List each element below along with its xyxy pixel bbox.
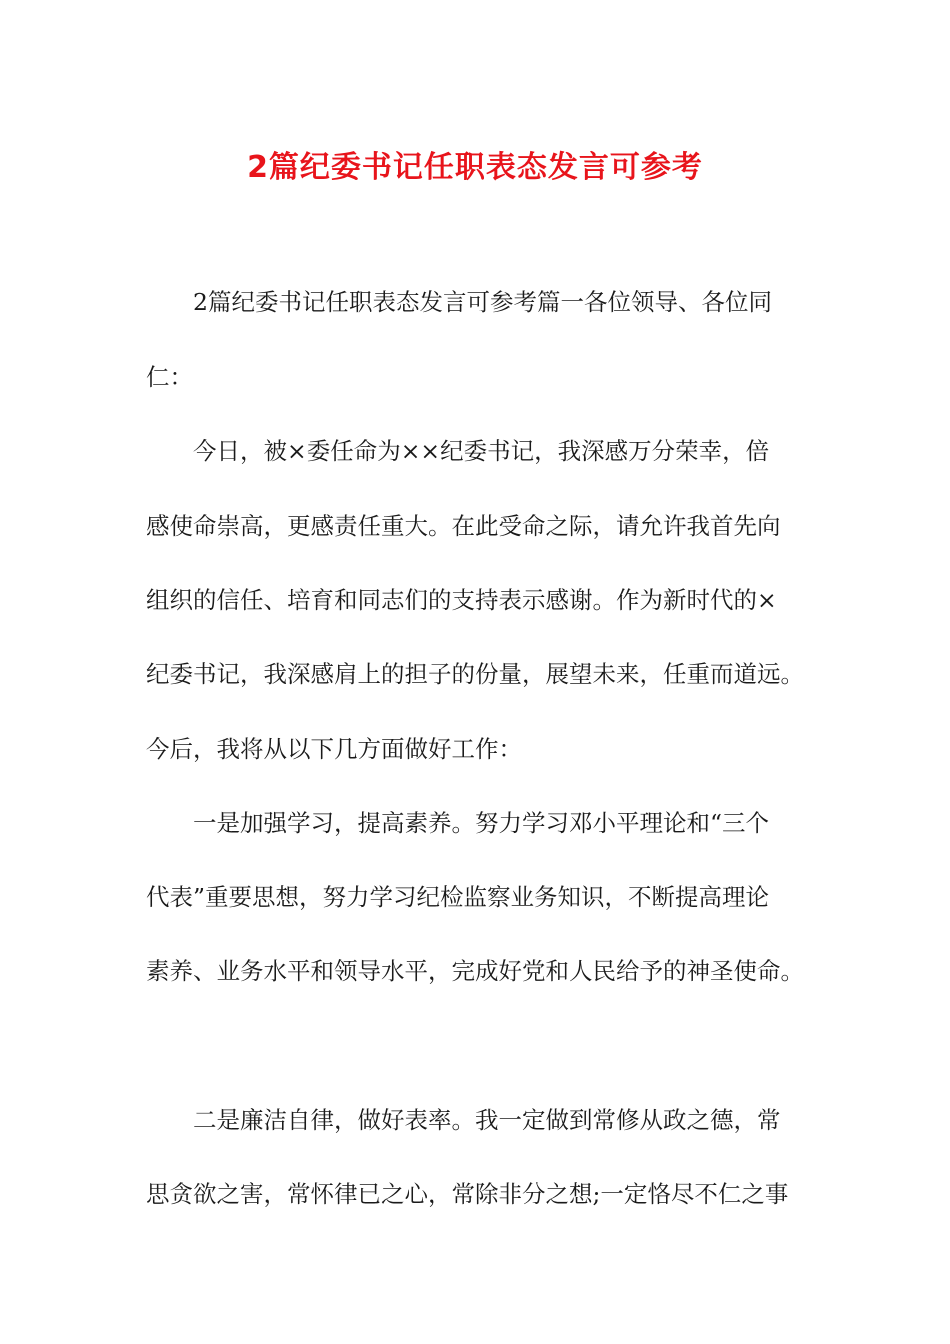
body-line: 感使命崇高，更感责任重大。在此受命之际，请允许我首先向: [146, 512, 781, 540]
body-line: 纪委书记，我深感肩上的担子的份量，展望未来，任重而道远。: [146, 660, 804, 688]
body-line: 组织的信任、培育和同志们的支持表示感谢。作为新时代的×: [146, 586, 777, 614]
body-line: 仁：: [146, 363, 193, 391]
body-line: 一是加强学习，提高素养。努力学习邓小平理论和“三个: [193, 809, 770, 837]
body-line: 素养、业务水平和领导水平，完成好党和人民给予的神圣使命。: [146, 957, 804, 985]
body-line: 思贪欲之害，常怀律已之心，常除非分之想;一定恪尽不仁之事: [146, 1180, 789, 1208]
body-line: 2篇纪委书记任职表态发言可参考篇一各位领导、各位同: [193, 288, 772, 316]
body-line: 代表”重要思想，努力学习纪检监察业务知识，不断提高理论: [146, 883, 770, 911]
body-line: 今后，我将从以下几方面做好工作：: [146, 735, 522, 763]
body-line: 二是廉洁自律，做好表率。我一定做到常修从政之德，常: [193, 1106, 781, 1134]
document-title: 2篇纪委书记任职表态发言可参考: [247, 150, 703, 185]
body-line: 今日，被×委任命为××纪委书记，我深感万分荣幸，倍: [193, 437, 770, 465]
